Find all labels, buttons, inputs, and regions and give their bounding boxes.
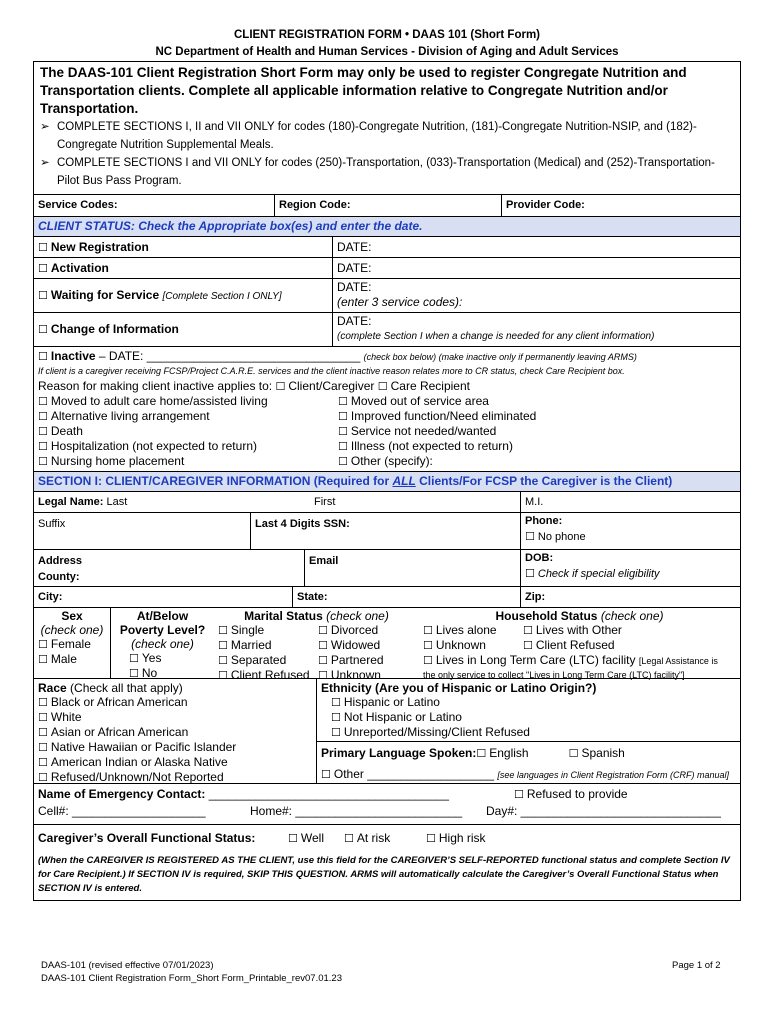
checkbox-refused[interactable]: ☐: [514, 788, 524, 801]
date-new[interactable]: DATE:: [332, 237, 740, 257]
page-number: Page 1 of 2: [672, 960, 721, 971]
inactive-block: [34, 346, 740, 471]
checkbox-reason[interactable]: ☐: [338, 440, 348, 453]
intro: [34, 62, 740, 194]
caregiver-block: Caregiver’s Overall Functional Status: ☐ Well ☐ At risk ☐ High risk (When the CAREGIVER IS REGISTERED AS THE CLIENT, use this field for the CAREGIVER’S SELF-REPORTED functional status and complete Section IV for Care Recipient.) If SECTION IV is required, SKIP THIS QUESTION. ARMS will automatically calculate the Caregiver’s Overall Functional Status when SECTION IV is entered.: [34, 824, 740, 900]
email-field[interactable]: Email: [304, 550, 520, 586]
checkbox-client-caregiver[interactable]: ☐: [275, 380, 286, 393]
checkbox-inactive[interactable]: ☐: [38, 350, 48, 363]
demographics-row: [34, 607, 740, 682]
phone-field[interactable]: Phone: ☐ No phone: [520, 513, 740, 549]
change-label: Change of Information: [50, 322, 179, 336]
checkbox-special-eligibility[interactable]: ☐: [525, 567, 535, 580]
checkbox-reason[interactable]: ☐: [38, 395, 48, 408]
service-codes-field[interactable]: Service Codes:: [38, 199, 118, 211]
checkbox-english[interactable]: ☐: [476, 747, 487, 760]
checkbox-reason[interactable]: ☐: [338, 395, 348, 408]
last-name-field[interactable]: Legal Name: Last: [38, 496, 128, 508]
checkbox-yes[interactable]: ☐: [129, 652, 139, 665]
status-row-activation: [34, 257, 740, 278]
checkbox-reason[interactable]: ☐: [38, 425, 48, 438]
status-row-new: [34, 236, 740, 257]
cell-field[interactable]: Cell#: ____________________: [38, 804, 206, 818]
checkbox-spanish[interactable]: ☐: [568, 747, 579, 760]
footer-left: DAAS-101 (revised effective 07/01/2023) DAAS-101 Client Registration Form_Short Form_Printable_rev07.01.23: [41, 960, 342, 984]
form-title: CLIENT REGISTRATION FORM • DAAS 101 (Short Form): [233, 29, 540, 41]
language-block: Primary Language Spoken:☐ English ☐ Spanish ☐ Other ___________________ [see languages in Client Registration Form (CRF) manual]: [317, 741, 740, 786]
checkbox-reason[interactable]: ☐: [38, 455, 48, 468]
name-row: [34, 491, 740, 512]
checkbox-waiting[interactable]: ☐: [38, 289, 48, 302]
inactive-note: (check box below) (make inactive only if permanently leaving ARMS): [363, 352, 637, 362]
checkbox-no[interactable]: ☐: [129, 667, 139, 680]
checkbox-reason[interactable]: ☐: [38, 410, 48, 423]
region-code-field[interactable]: Region Code:: [274, 195, 501, 216]
status-row-change: [34, 312, 740, 346]
checkbox-other-language[interactable]: ☐: [321, 768, 331, 781]
checkbox-reason[interactable]: ☐: [38, 440, 48, 453]
mi-field[interactable]: M.I.: [520, 492, 740, 512]
city-row: [34, 586, 740, 607]
checkbox-male[interactable]: ☐: [38, 653, 48, 666]
city-field[interactable]: City:: [38, 591, 63, 603]
status-row-waiting: [34, 278, 740, 312]
sex-block: Sex (check one) ☐ Female ☐ Male: [38, 609, 104, 666]
dob-field[interactable]: DOB: ☐ Check if special eligibility: [520, 550, 740, 586]
home-field[interactable]: Home#: _________________________: [250, 804, 463, 818]
date-change[interactable]: DATE: (complete Section I when a change is needed for any client information): [332, 313, 740, 346]
race-block: Race (Check all that apply) ☐ Black or African American ☐ White ☐ Asian or African American ☐ Native Hawaiian or Pacific Islander ☐ American Indian or Alaska Native ☐ Refused/Unknown/Not Reported: [38, 681, 237, 784]
reason-line: Reason for making client inactive applies to: ☐ Client/Caregiver ☐ Care Recipient: [38, 379, 470, 393]
checkbox-female[interactable]: ☐: [38, 638, 48, 651]
checkbox-new-registration[interactable]: ☐: [38, 241, 48, 254]
bullet-1: ➢ COMPLETE SECTIONS I, II and VII ONLY for codes (180)-Congregate Nutrition, (181)-Congregate Nutrition-NSIP, and (182)-Congregate Nutrition Supplemental Meals.: [40, 118, 736, 154]
reason-lists: [38, 394, 736, 469]
new-registration-label: New Registration: [50, 240, 149, 254]
form-subtitle: NC Department of Health and Human Services - Division of Aging and Adult Services: [155, 46, 619, 58]
section1-header: SECTION I: CLIENT/CAREGIVER INFORMATION (Required for ALL Clients/For FCSP the Caregiver is the Client): [34, 471, 740, 491]
reasons-left: ☐ Moved to adult care home/assisted living ☐ Alternative living arrangement ☐ Death ☐ Hospitalization (not expected to return) ☐ Nursing home placement: [38, 394, 268, 468]
date-waiting[interactable]: DATE: (enter 3 service codes):: [332, 279, 740, 312]
ethnicity-language-block: [316, 679, 740, 783]
marital-block: Marital Status (check one) ☐ Single ☐ Divorced ☐ Married ☐ Widowed ☐ Separated ☐ Partnered ☐ Client Refused ☐ Unknown: [218, 609, 389, 682]
other-language-field[interactable]: ___________________: [367, 767, 495, 781]
caregiver-note: (When the CAREGIVER IS REGISTERED AS THE CLIENT, use this field for the CAREGIVER’S SELF-REPORTED functional status and complete Section IV for Care Recipient.) If SECTION IV is required, SKIP THIS QUESTION. ARMS will automatically calculate the Caregiver’s Overall Functional Status when SECTION IV is entered.: [38, 855, 730, 894]
poverty-block: At/Below Poverty Level? (check one) ☐ Yes ☐ No: [110, 608, 214, 678]
first-name-field[interactable]: First: [314, 496, 336, 508]
form-page: [33, 0, 741, 901]
inactive-label: Inactive: [50, 349, 96, 363]
waiting-note: [Complete Section I ONLY]: [162, 291, 282, 302]
checkbox-activation[interactable]: ☐: [38, 262, 48, 275]
waiting-label: Waiting for Service: [50, 288, 160, 302]
arrow-icon: ➢: [40, 157, 50, 169]
checkbox-no-phone[interactable]: ☐: [525, 530, 535, 543]
household-block: Household Status (check one) ☐ Lives alone ☐ Lives with Other ☐ Unknown ☐ Client Refused ☐ Lives in Long Term Care (LTC) facility [Legal Assistance is the only service to collect "Lives in Long Term Care (LTC) facility"]: [423, 609, 718, 680]
checkbox-change[interactable]: ☐: [38, 323, 48, 336]
inactive-date-field[interactable]: – DATE: ________________________________: [98, 349, 361, 363]
emergency-block: Name of Emergency Contact: ____________________________________ ☐ Refused to provide Cell#: ____________________ Home#: _________________________ Day#: ______________________________: [34, 783, 740, 824]
zip-field[interactable]: Zip:: [520, 587, 740, 607]
intro-title: The DAAS-101 Client Registration Short Form may only be used to register Congregate Nutrition and Transportation clients. Complete all applicable information relative to Congregate Nutrition and/or Transportation.: [40, 65, 687, 116]
reasons-right: ☐ Moved out of service area ☐ Improved function/Need eliminated ☐ Service not needed/wanted ☐ Illness (not expected to return) ☐ Other (specify):: [338, 394, 537, 468]
codes-row: [34, 194, 740, 216]
checkbox-high-risk[interactable]: ☐: [426, 832, 436, 845]
provider-code-field[interactable]: Provider Code:: [501, 195, 740, 216]
activation-label: Activation: [50, 261, 109, 275]
date-activation[interactable]: DATE:: [332, 258, 740, 278]
checkbox-at-risk[interactable]: ☐: [344, 832, 354, 845]
arrow-icon: ➢: [40, 121, 50, 133]
ethnicity-block: Ethnicity (Are you of Hispanic or Latino Origin?) ☐ Hispanic or Latino ☐ Not Hispanic or Latino ☐ Unreported/Missing/Client Refused: [321, 681, 597, 739]
address-row: [34, 549, 740, 586]
checkbox-reason[interactable]: ☐: [338, 410, 348, 423]
emergency-name-field[interactable]: ____________________________________: [208, 787, 449, 801]
checkbox-care-recipient[interactable]: ☐: [377, 380, 388, 393]
race-row: [34, 678, 740, 783]
suffix-field[interactable]: Suffix: [38, 518, 66, 530]
bullet-2: ➢ COMPLETE SECTIONS I and VII ONLY for codes (250)-Transportation, (033)-Transportation (Medical) and (252)-Transportation-Pilot Bus Pass Program.: [40, 154, 736, 190]
caregiver-note: If client is a caregiver receiving FCSP/Project C.A.R.E. services and the client inactive reason relates more to CR status, check Care Recipient box.: [38, 366, 625, 376]
client-status-header: CLIENT STATUS: Check the Appropriate box(es) and enter the date.: [34, 216, 740, 236]
suffix-row: [34, 512, 740, 549]
ssn-field[interactable]: Last 4 Digits SSN:: [250, 513, 520, 549]
state-field[interactable]: State:: [292, 587, 520, 607]
day-field[interactable]: Day#: ______________________________: [486, 804, 721, 818]
checkbox-reason[interactable]: ☐: [338, 455, 348, 468]
checkbox-well[interactable]: ☐: [288, 832, 298, 845]
checkbox-reason[interactable]: ☐: [338, 425, 348, 438]
form-box: [33, 61, 741, 901]
address-field[interactable]: Address County:: [38, 555, 83, 583]
